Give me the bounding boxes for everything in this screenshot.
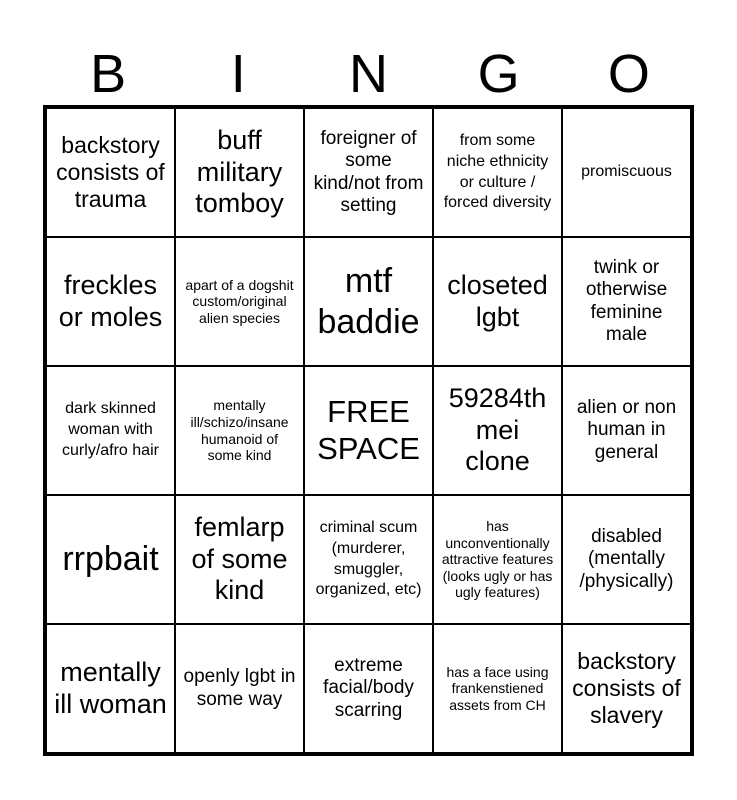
- cell-text: promiscuous: [581, 163, 672, 181]
- bingo-cell[interactable]: [304, 108, 433, 237]
- header-letter-i: I: [230, 44, 246, 104]
- bingo-cell[interactable]: [433, 495, 562, 624]
- cell-text: extreme facial/body scarring: [323, 654, 414, 721]
- bingo-cell[interactable]: [175, 237, 304, 366]
- header-letter-g: G: [477, 44, 520, 104]
- bingo-cell[interactable]: [46, 237, 175, 366]
- cell-text: freckles or moles: [58, 269, 163, 332]
- bingo-cell[interactable]: [433, 366, 562, 495]
- bingo-header: [43, 40, 694, 108]
- header-letter-o: O: [607, 44, 650, 104]
- bingo-cell[interactable]: [562, 624, 691, 753]
- cell-text: has a face using frankenstiened assets from CH: [446, 663, 549, 713]
- bingo-cell[interactable]: [304, 366, 433, 495]
- bingo-cell[interactable]: [46, 624, 175, 753]
- cell-text: femlarp of some kind: [191, 511, 288, 606]
- header-letter-b: B: [90, 44, 127, 104]
- header-letter-n: N: [348, 44, 388, 104]
- cell-text: FREE SPACE: [317, 393, 420, 466]
- bingo-cell[interactable]: [433, 237, 562, 366]
- bingo-cell[interactable]: [46, 108, 175, 237]
- cell-text: buff military tomboy: [195, 124, 284, 219]
- cell-text: disabled (mentally /physically): [579, 525, 674, 592]
- bingo-cell[interactable]: [562, 366, 691, 495]
- cell-text: foreigner of some kind/not from setting: [313, 127, 424, 216]
- cell-text: closeted lgbt: [447, 269, 548, 332]
- cell-text: twink or otherwise feminine male: [585, 256, 668, 345]
- bingo-cell[interactable]: [562, 237, 691, 366]
- bingo-cell[interactable]: [304, 495, 433, 624]
- cell-text: 59284th mei clone: [448, 382, 547, 477]
- bingo-cell[interactable]: [562, 108, 691, 237]
- bingo-cell[interactable]: [46, 366, 175, 495]
- cell-text: from some niche ethnicity or culture / forced diversity: [443, 131, 552, 212]
- cell-text: has unconventionally attractive features (looks ugly or has ugly features): [441, 518, 554, 601]
- cell-text: backstory consists of slavery: [572, 647, 681, 729]
- bingo-cell[interactable]: [46, 495, 175, 624]
- cell-text: criminal scum (murderer, smuggler, organized, etc): [315, 518, 422, 599]
- bingo-grid: [43, 105, 694, 756]
- cell-text: rrpbait: [62, 540, 159, 579]
- cell-text: dark skinned woman with curly/afro hair: [62, 400, 159, 459]
- cell-text: mentally ill/schizo/insane humanoid of some kind: [190, 397, 289, 464]
- bingo-cell[interactable]: [175, 366, 304, 495]
- bingo-cell[interactable]: [175, 108, 304, 237]
- bingo-cell[interactable]: [304, 624, 433, 753]
- bingo-cell[interactable]: [175, 495, 304, 624]
- cell-text: openly lgbt in some way: [183, 666, 296, 710]
- bingo-cell[interactable]: [304, 237, 433, 366]
- cell-text: apart of a dogshit custom/original alien species: [185, 276, 294, 326]
- cell-text: backstory consists of trauma: [56, 131, 165, 213]
- bingo-cell[interactable]: [562, 495, 691, 624]
- bingo-cell[interactable]: [433, 108, 562, 237]
- cell-text: mtf baddie: [317, 262, 420, 341]
- bingo-cell[interactable]: [433, 624, 562, 753]
- bingo-cell[interactable]: [175, 624, 304, 753]
- cell-text: mentally ill woman: [54, 656, 167, 719]
- cell-text: alien or non human in general: [576, 396, 677, 463]
